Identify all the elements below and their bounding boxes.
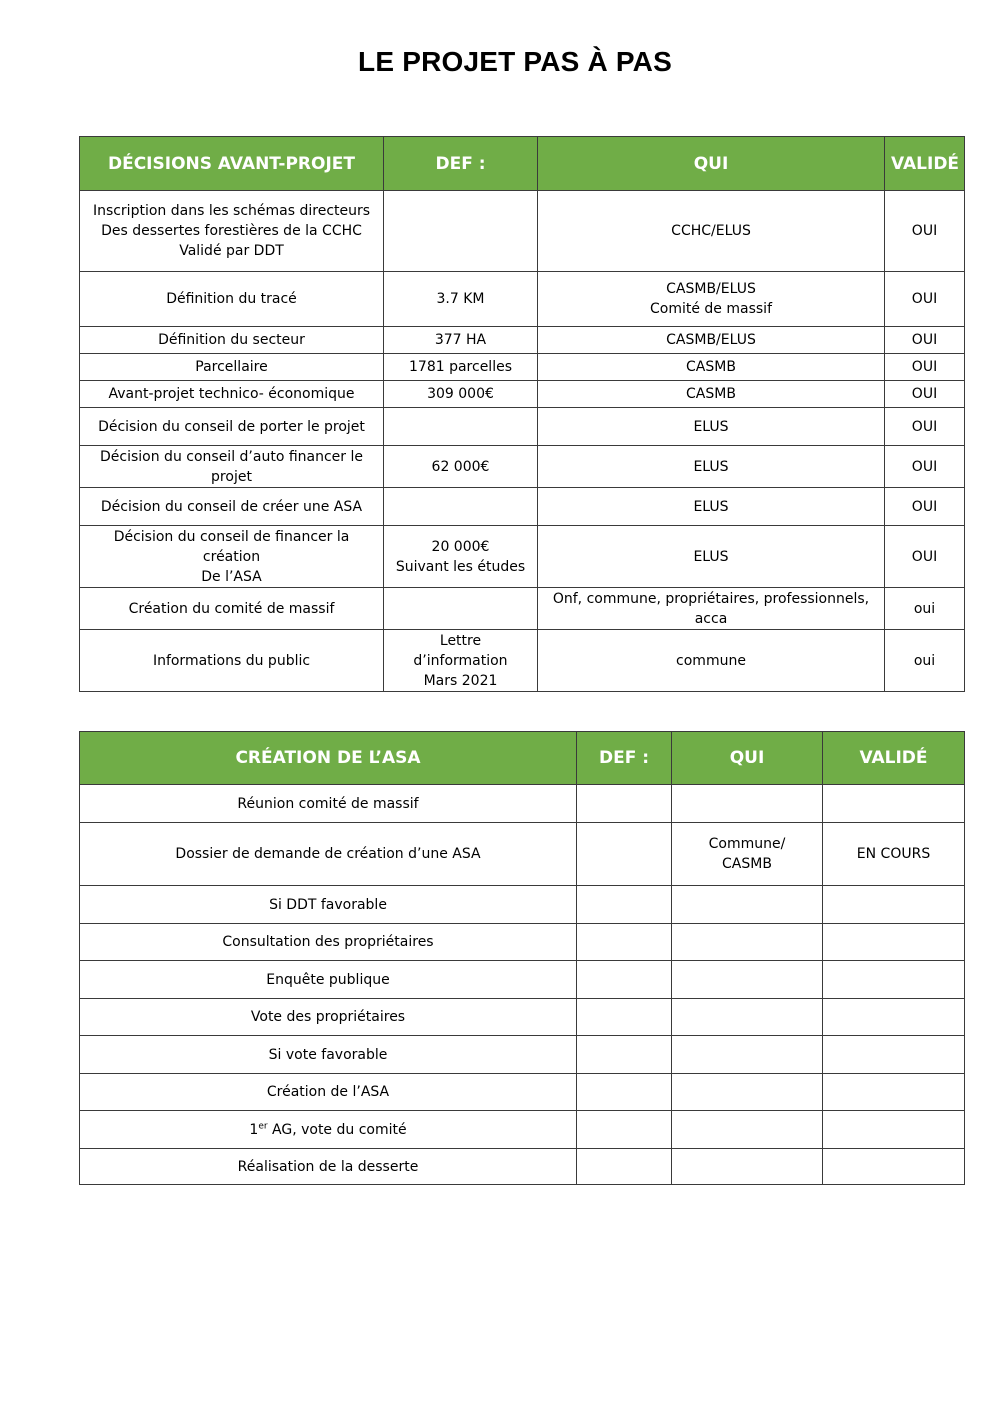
table-row — [80, 886, 965, 924]
step-cell: Parcellaire — [80, 354, 384, 381]
qui-cell: commune — [538, 630, 885, 692]
table-row — [80, 488, 965, 526]
def-cell — [384, 191, 538, 272]
table-row — [80, 191, 965, 272]
def-cell — [384, 408, 538, 446]
page-title: LE PROJET PAS À PAS — [358, 46, 672, 77]
def-cell: 309 000€ — [384, 381, 538, 408]
table-row — [80, 354, 965, 381]
table-row — [80, 1036, 965, 1074]
table-row — [80, 961, 965, 999]
step-cell: Définition du secteur — [80, 327, 384, 354]
header-decisions: DÉCISIONS AVANT-PROJET — [80, 137, 384, 191]
def-cell: 20 000€ Suivant les études — [384, 526, 538, 588]
valide-cell — [823, 1149, 965, 1185]
table-row — [80, 526, 965, 588]
table-row — [80, 446, 965, 488]
qui-cell: CASMB/ELUS Comité de massif — [538, 272, 885, 327]
def-cell: 62 000€ — [384, 446, 538, 488]
def-cell — [384, 488, 538, 526]
table-row — [80, 381, 965, 408]
valide-cell — [823, 999, 965, 1036]
def-cell — [577, 1036, 672, 1074]
qui-cell: CCHC/ELUS — [538, 191, 885, 272]
valide-cell — [823, 1111, 965, 1149]
header-def: DEF : — [577, 732, 672, 785]
table-header-row — [80, 732, 965, 785]
valide-cell — [823, 1074, 965, 1111]
qui-cell: ELUS — [538, 488, 885, 526]
step-cell: Création du comité de massif — [80, 588, 384, 630]
def-cell — [577, 961, 672, 999]
def-cell: 377 HA — [384, 327, 538, 354]
table-row — [80, 823, 965, 886]
step-cell: Décision du conseil de porter le projet — [80, 408, 384, 446]
def-cell: 3.7 KM — [384, 272, 538, 327]
valide-cell — [823, 886, 965, 924]
def-cell — [577, 1111, 672, 1149]
def-cell: Lettre d’information Mars 2021 — [384, 630, 538, 692]
table-row — [80, 272, 965, 327]
qui-cell — [672, 924, 823, 961]
table-row — [80, 785, 965, 823]
step-cell: Enquête publique — [80, 961, 577, 999]
step-cell — [80, 1111, 577, 1149]
step-cell: Réalisation de la desserte — [80, 1149, 577, 1185]
def-cell — [577, 1149, 672, 1185]
step-cell: Dossier de demande de création d’une ASA — [80, 823, 577, 886]
qui-cell: ELUS — [538, 526, 885, 588]
header-qui: QUI — [672, 732, 823, 785]
qui-cell — [672, 886, 823, 924]
header-qui: QUI — [538, 137, 885, 191]
step-cell: Vote des propriétaires — [80, 999, 577, 1036]
ordinal-number: 1 — [249, 1121, 259, 1138]
step-cell: Si vote favorable — [80, 1036, 577, 1074]
qui-cell: CASMB — [538, 381, 885, 408]
decisions-avant-projet-table — [79, 136, 965, 692]
qui-cell — [672, 999, 823, 1036]
qui-cell: Onf, commune, propriétaires, professionnels, acca — [538, 588, 885, 630]
def-cell: 1781 parcelles — [384, 354, 538, 381]
qui-cell: Commune/ CASMB — [672, 823, 823, 886]
step-cell: Avant-projet technico- économique — [80, 381, 384, 408]
step-text: AG, vote du comité — [267, 1121, 407, 1138]
table-row — [80, 1149, 965, 1185]
def-cell — [577, 924, 672, 961]
header-creation-asa: CRÉATION DE L’ASA — [80, 732, 577, 785]
qui-cell — [672, 1111, 823, 1149]
valide-cell: OUI — [885, 488, 965, 526]
def-cell — [577, 999, 672, 1036]
valide-cell — [823, 785, 965, 823]
qui-cell: CASMB — [538, 354, 885, 381]
qui-cell: ELUS — [538, 446, 885, 488]
qui-cell: ELUS — [538, 408, 885, 446]
step-cell: Décision du conseil d’auto financer le projet — [80, 446, 384, 488]
qui-cell — [672, 961, 823, 999]
header-valide: VALIDÉ — [823, 732, 965, 785]
qui-cell — [672, 785, 823, 823]
step-cell: Décision du conseil de créer une ASA — [80, 488, 384, 526]
qui-cell — [672, 1036, 823, 1074]
valide-cell: EN COURS — [823, 823, 965, 886]
header-def: DEF : — [384, 137, 538, 191]
valide-cell — [823, 961, 965, 999]
ordinal-suffix: er — [258, 1120, 268, 1131]
def-cell — [384, 588, 538, 630]
qui-cell — [672, 1074, 823, 1111]
def-cell — [577, 823, 672, 886]
qui-cell — [672, 1149, 823, 1185]
step-cell: Si DDT favorable — [80, 886, 577, 924]
valide-cell: OUI — [885, 272, 965, 327]
step-cell: Définition du tracé — [80, 272, 384, 327]
def-cell — [577, 785, 672, 823]
table-row — [80, 588, 965, 630]
step-cell: Réunion comité de massif — [80, 785, 577, 823]
def-cell — [577, 886, 672, 924]
valide-cell: OUI — [885, 191, 965, 272]
creation-asa-table — [79, 731, 965, 1185]
valide-cell: oui — [885, 630, 965, 692]
table-row — [80, 630, 965, 692]
header-valide: VALIDÉ — [885, 137, 965, 191]
table-row — [80, 1111, 965, 1149]
valide-cell: OUI — [885, 446, 965, 488]
table-row — [80, 327, 965, 354]
table-row — [80, 999, 965, 1036]
valide-cell: OUI — [885, 526, 965, 588]
table-header-row — [80, 137, 965, 191]
table-row — [80, 924, 965, 961]
qui-cell: CASMB/ELUS — [538, 327, 885, 354]
step-cell: Création de l’ASA — [80, 1074, 577, 1111]
step-cell: Décision du conseil de financer la création De l’ASA — [80, 526, 384, 588]
step-cell: Inscription dans les schémas directeurs Des dessertes forestières de la CCHC Validé par DDT — [80, 191, 384, 272]
step-cell: Consultation des propriétaires — [80, 924, 577, 961]
valide-cell: OUI — [885, 327, 965, 354]
def-cell — [577, 1074, 672, 1111]
valide-cell: OUI — [885, 354, 965, 381]
step-cell: Informations du public — [80, 630, 384, 692]
valide-cell: OUI — [885, 408, 965, 446]
valide-cell: OUI — [885, 381, 965, 408]
valide-cell — [823, 1036, 965, 1074]
valide-cell: oui — [885, 588, 965, 630]
valide-cell — [823, 924, 965, 961]
table-row — [80, 408, 965, 446]
table-row — [80, 1074, 965, 1111]
